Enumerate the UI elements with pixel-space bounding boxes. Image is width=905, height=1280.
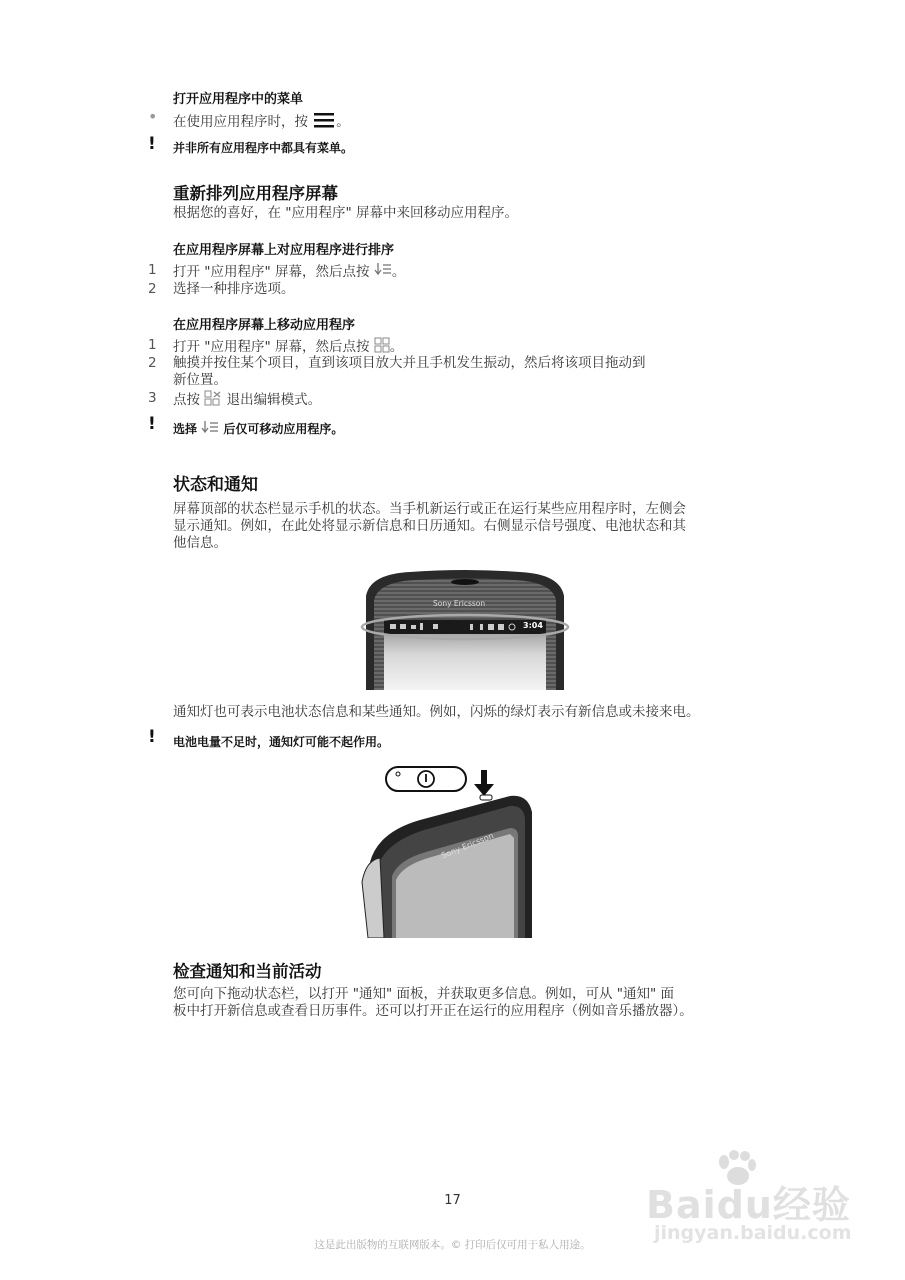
step-number: 2 bbox=[148, 355, 157, 371]
heading-open-menu: 打开应用程序中的菜单 bbox=[173, 92, 304, 107]
menu-icon bbox=[312, 111, 336, 133]
note-icon: ! bbox=[148, 134, 156, 154]
move-step-3-text: 点按 bbox=[173, 392, 200, 408]
note-move-text: 选择 bbox=[173, 422, 198, 436]
sort-step-1 bbox=[173, 262, 405, 282]
move-step-3 bbox=[173, 390, 321, 410]
heading-status: 状态和通知 bbox=[173, 475, 258, 495]
status-time: 3:04 bbox=[523, 621, 543, 630]
sort-icon bbox=[201, 420, 219, 439]
bullet-text-after: 。 bbox=[336, 114, 350, 130]
note-icon: ! bbox=[148, 414, 156, 434]
status-para-line1: 屏幕顶部的状态栏显示手机的状态。当手机新运行或正在运行某些应用程序时，左侧会 bbox=[173, 501, 686, 517]
note-icon: ! bbox=[148, 727, 156, 747]
bullet-menu-instruction bbox=[173, 111, 350, 133]
led-para: 通知灯也可表示电池状态信息和某些通知。例如，闪烁的绿灯表示有新信息或未接来电。 bbox=[173, 704, 700, 720]
bullet: • bbox=[148, 107, 158, 126]
move-step-1-text: 打开 "应用程序" 屏幕，然后点按 bbox=[173, 339, 370, 355]
sort-step-1-text: 打开 "应用程序" 屏幕，然后点按 bbox=[173, 264, 370, 280]
note-led: 电池电量不足时，通知灯可能不起作用。 bbox=[173, 735, 390, 749]
step-number: 3 bbox=[148, 390, 157, 406]
watermark-url: jingyan.baidu.com bbox=[654, 1222, 852, 1244]
rearrange-intro: 根据您的喜好，在 "应用程序" 屏幕中来回移动应用程序。 bbox=[173, 205, 519, 221]
exit-edit-icon bbox=[204, 390, 222, 410]
move-step-1-after: 。 bbox=[389, 339, 404, 355]
watermark-logo: Baidu经验 bbox=[646, 1183, 851, 1227]
heading-sort: 在应用程序屏幕上对应用程序进行排序 bbox=[173, 243, 395, 258]
move-step-1 bbox=[173, 337, 403, 357]
move-step-2-line1: 触摸并按住某个项目，直到该项目放大并且手机发生振动，然后将该项目拖动到 bbox=[173, 355, 646, 371]
step-number: 1 bbox=[148, 262, 157, 278]
status-para-line3: 他信息。 bbox=[173, 535, 227, 551]
status-para-line2: 显示通知。例如，在此处将显示新信息和日历通知。右侧显示信号强度、电池状态和其 bbox=[173, 518, 686, 534]
notification-led-figure bbox=[360, 762, 538, 938]
note-move bbox=[173, 420, 343, 439]
step-number: 1 bbox=[148, 337, 157, 353]
heading-check: 检查通知和当前活动 bbox=[173, 962, 322, 981]
check-para-line1: 您可向下拖动状态栏，以打开 "通知" 面板，并获取更多信息。例如，可从 "通知" 面 bbox=[173, 986, 675, 1002]
sort-icon bbox=[374, 262, 392, 282]
page-number: 17 bbox=[444, 1193, 461, 1208]
heading-move: 在应用程序屏幕上移动应用程序 bbox=[173, 318, 356, 333]
check-para-line2: 板中打开新信息或查看日历事件。还可以打开正在运行的应用程序（例如音乐播放器）。 bbox=[173, 1003, 693, 1019]
heading-rearrange: 重新排列应用程序屏幕 bbox=[173, 184, 338, 203]
bullet-text-before: 在使用应用程序时，按 bbox=[173, 114, 308, 130]
phone-brand-label: Sony Ericsson bbox=[440, 831, 495, 861]
step-number: 2 bbox=[148, 281, 157, 297]
sort-step-1-after: 。 bbox=[391, 264, 406, 280]
move-step-3-after: 退出编辑模式。 bbox=[226, 392, 322, 408]
footer-note: 这是此出版物的互联网版本。© 打印后仅可用于私人用途。 bbox=[314, 1239, 591, 1251]
move-step-2-line2: 新位置。 bbox=[173, 372, 227, 388]
grid-edit-icon bbox=[374, 337, 390, 357]
note-move-after: 后仅可移动应用程序。 bbox=[223, 422, 344, 436]
phone-brand-label: Sony Ericsson bbox=[433, 599, 486, 608]
sort-step-2: 选择一种排序选项。 bbox=[173, 281, 295, 297]
status-bar-figure bbox=[360, 566, 570, 690]
note-menu: 并非所有应用程序中都具有菜单。 bbox=[173, 141, 354, 155]
